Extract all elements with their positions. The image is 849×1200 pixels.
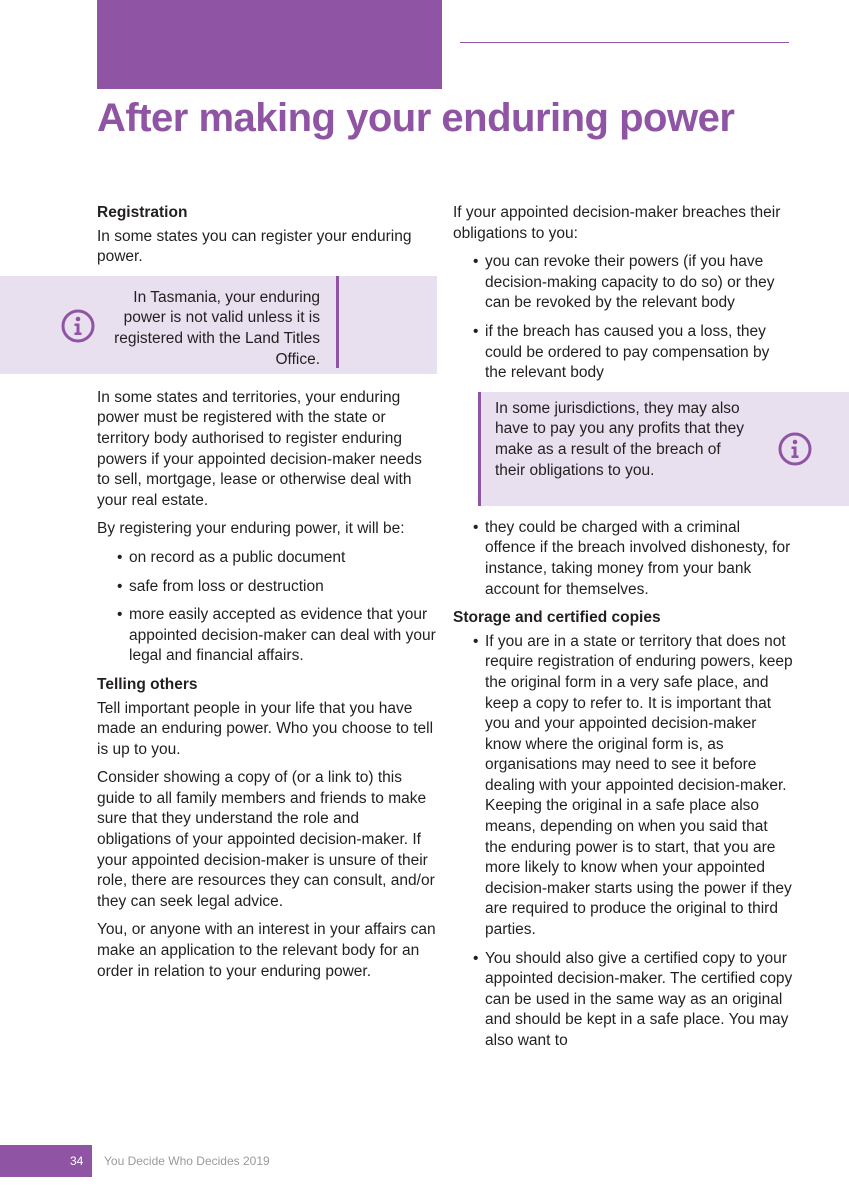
telling-paragraph-2: Consider showing a copy of (or a link to) this guide to all family members and friends to make sure that they understand the role and obligations of your appointed decision-maker. If your appointed decision-maker is unsure of their role, there are resources they can consult, and/or they can seek legal advice. [97, 769, 435, 910]
list-item: • if the breach has caused you a loss, they could be ordered to pay compensation by the relevant body [453, 322, 793, 384]
telling-others-heading: Telling others [97, 675, 198, 693]
header-color-block [97, 0, 442, 89]
telling-paragraph-1: Tell important people in your life that you have made an enduring power. Who you choose to tell is up to you. [97, 699, 434, 758]
info-icon [61, 309, 95, 343]
storage-heading: Storage and certified copies [453, 609, 661, 627]
tasmania-info-box [0, 276, 437, 374]
page-title: After making your enduring power [97, 96, 735, 140]
info-icon [778, 432, 812, 466]
list-item: • you can revoke their powers (if you have decision-making capacity to do so) or they can be revoked by the relevant body [453, 252, 793, 314]
left-column [97, 203, 437, 990]
page-number: 34 [70, 1154, 84, 1168]
list-item: • safe from loss or destruction [97, 577, 437, 598]
tasmania-note: In Tasmania, your enduring power is not valid unless it is registered with the Land Titles Office. [114, 276, 339, 368]
right-column [453, 203, 793, 1060]
header-rule [460, 42, 789, 43]
registration-intro: In some states you can register your enduring power. [97, 227, 412, 266]
storage-list [453, 632, 793, 1052]
breach-list-continued [453, 518, 793, 600]
list-item: • more easily accepted as evidence that your appointed decision-maker can deal with your legal and financial affairs. [97, 605, 437, 667]
benefits-list [97, 548, 437, 667]
list-item: • they could be charged with a criminal offence if the breach involved dishonesty, for instance, taking money from your bank account for themselves. [453, 518, 793, 600]
registration-paragraph: In some states and territories, your enduring power must be registered with the state or territory body authorised to register enduring powers if your appointed decision-maker needs to sell, mortgage, lease or otherwise deal with your real estate. [97, 388, 422, 509]
list-item: • on record as a public document [97, 548, 437, 569]
benefits-intro: By registering your enduring power, it will be: [97, 520, 405, 538]
breach-list [453, 252, 793, 384]
list-item: • You should also give a certified copy to your appointed decision-maker. The certified copy can be used in the same way as an original and should be kept in a safe place. You may also want to [453, 949, 793, 1052]
telling-paragraph-3: You, or anyone with an interest in your affairs can make an application to the relevant body for an order in relation to your enduring power. [97, 921, 436, 980]
list-item: • If you are in a state or territory that does not require registration of enduring powers, keep the original form in a very safe place, and keep a copy to refer to. It is important that you and your appointed decision-maker know where the original form is, as organisations may need to see it before dealing with your appointed decision-maker. Keeping the original in a safe place also means, depending on when you said that the enduring power is to start, that you are more likely to know when your appointed decision-maker starts using the power if they are required to produce the original to third parties. [453, 632, 793, 941]
registration-heading: Registration [97, 204, 188, 221]
breach-intro: If your appointed decision-maker breaches their obligations to you: [453, 204, 781, 242]
jurisdiction-info-box [478, 392, 849, 506]
publication-title: You Decide Who Decides 2019 [104, 1154, 270, 1168]
jurisdiction-note: In some jurisdictions, they may also have to pay you any profits that they make as a result of the breach of their obligations to you. [478, 392, 748, 506]
